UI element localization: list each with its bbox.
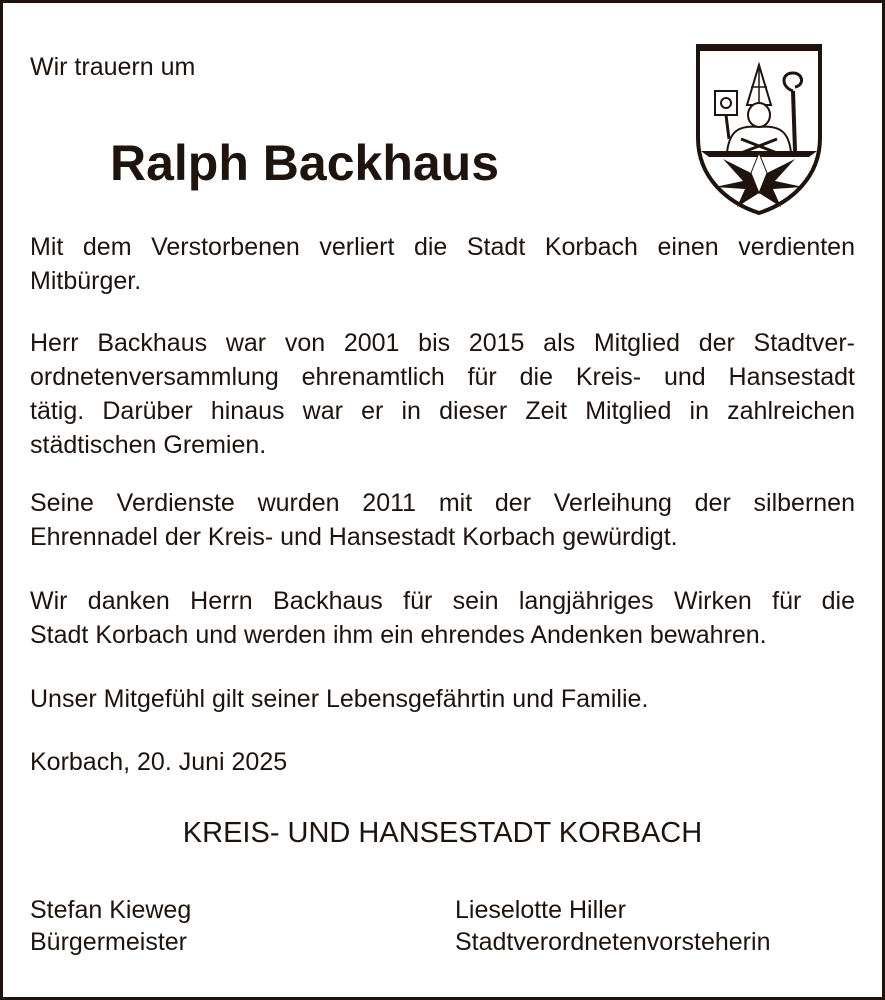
paragraph-line: Stadt Korbach und werden ihm ein ehrendes Andenken bewahren. [30, 621, 767, 649]
signatory-1-name: Stefan Kieweg [30, 896, 192, 924]
paragraph-2 [30, 326, 855, 462]
paragraph-line: Seine Verdienste wurden 2011 mit der Verleihung der silbernen [30, 489, 855, 517]
paragraph-line: Wir danken Herrn Backhaus für sein langjähriges Wirken für die [30, 587, 855, 615]
paragraph-line: Mit dem Verstorbenen verliert die Stadt Korbach einen verdienten [30, 233, 855, 261]
signatory-2-name: Lieselotte Hiller [455, 896, 626, 924]
organization-name: KREIS- UND HANSESTADT KORBACH [182, 817, 703, 849]
paragraph-line: ordnetenversammlung ehrenamtlich für die Kreis- und Hansestadt [30, 363, 855, 391]
paragraph-5: Unser Mitgefühl gilt seiner Lebensgefährtin und Familie. [30, 685, 649, 713]
deceased-name: Ralph Backhaus [110, 135, 500, 191]
paragraph-3 [30, 486, 855, 554]
signatory-2-title: Stadtverordnetenvorsteherin [455, 928, 771, 956]
paragraph-line: Ehrennadel der Kreis- und Hansestadt Korbach gewürdigt. [30, 523, 678, 551]
paragraph-line: tätig. Darüber hinaus war er in dieser Zeit Mitglied in zahlreichen [30, 397, 855, 425]
paragraph-4 [30, 584, 855, 652]
intro-text: Wir trauern um [30, 53, 196, 81]
korbach-coat-of-arms-icon [695, 43, 823, 215]
place-date: Korbach, 20. Juni 2025 [30, 748, 288, 776]
paragraph-line: Herr Backhaus war von 2001 bis 2015 als Mitglied der Stadtver- [30, 329, 855, 357]
paragraph-line: städtischen Gremien. [30, 431, 267, 459]
signatory-1-title: Bürgermeister [30, 928, 187, 956]
paragraph-line: Mitbürger. [30, 267, 142, 295]
paragraph-1 [30, 230, 855, 298]
